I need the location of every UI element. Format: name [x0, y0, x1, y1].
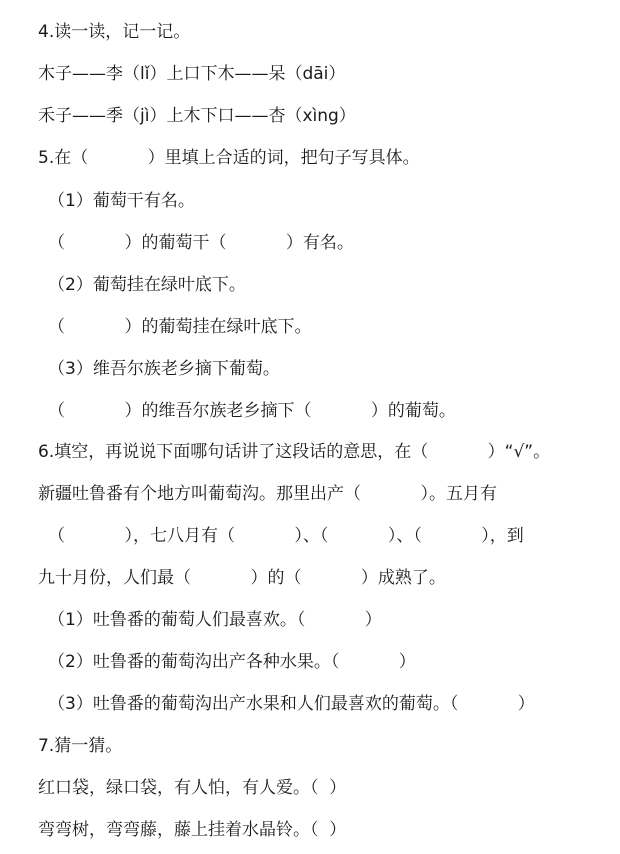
question-4-row-2: 禾子——季（jì）上木下口——杏（xìng） — [38, 106, 356, 126]
question-6-paragraph-line-3: 九十月份，人们最（ ）的（ ）成熟了。 — [38, 568, 446, 588]
question-7-riddle-2: 弯弯树，弯弯藤，藤上挂着水晶铃。（ ） — [38, 820, 347, 840]
question-7-title: 7.猜一猜。 — [38, 736, 123, 756]
question-5-item-2-fill: （ ）的葡萄挂在绿叶底下。 — [48, 317, 312, 337]
question-6-option-3: （3）吐鲁番的葡萄沟出产水果和人们最喜欢的葡萄。（ ） — [48, 694, 535, 714]
question-4-row-1: 木子——李（lǐ）上口下木——呆（dāi） — [38, 64, 346, 84]
question-6-title: 6.填空，再说说下面哪句话讲了这段话的意思，在（ ）“√”。 — [38, 442, 551, 462]
question-7-riddle-1: 红口袋，绿口袋，有人怕，有人爱。（ ） — [38, 778, 347, 798]
question-6-paragraph-line-2: （ ），七八月有（ ）、（ ）、（ ），到 — [48, 526, 524, 546]
question-5-title: 5.在（ ）里填上合适的词，把句子写具体。 — [38, 148, 420, 168]
question-5-item-1-fill: （ ）的葡萄干（ ）有名。 — [48, 233, 354, 253]
question-4-title: 4.读一读，记一记。 — [38, 22, 191, 42]
question-6-option-1: （1）吐鲁番的葡萄人们最喜欢。（ ） — [48, 610, 382, 630]
question-5-item-3: （3）维吾尔族老乡摘下葡萄。 — [48, 359, 280, 379]
question-5-item-2: （2）葡萄挂在绿叶底下。 — [48, 275, 246, 295]
question-6-option-2: （2）吐鲁番的葡萄沟出产各种水果。（ ） — [48, 652, 416, 672]
question-5-item-1: （1）葡萄干有名。 — [48, 191, 195, 211]
question-5-item-3-fill: （ ）的维吾尔族老乡摘下（ ）的葡萄。 — [48, 401, 456, 421]
question-6-paragraph-line-1: 新疆吐鲁番有个地方叫葡萄沟。那里出产（ ）。五月有 — [38, 484, 497, 504]
